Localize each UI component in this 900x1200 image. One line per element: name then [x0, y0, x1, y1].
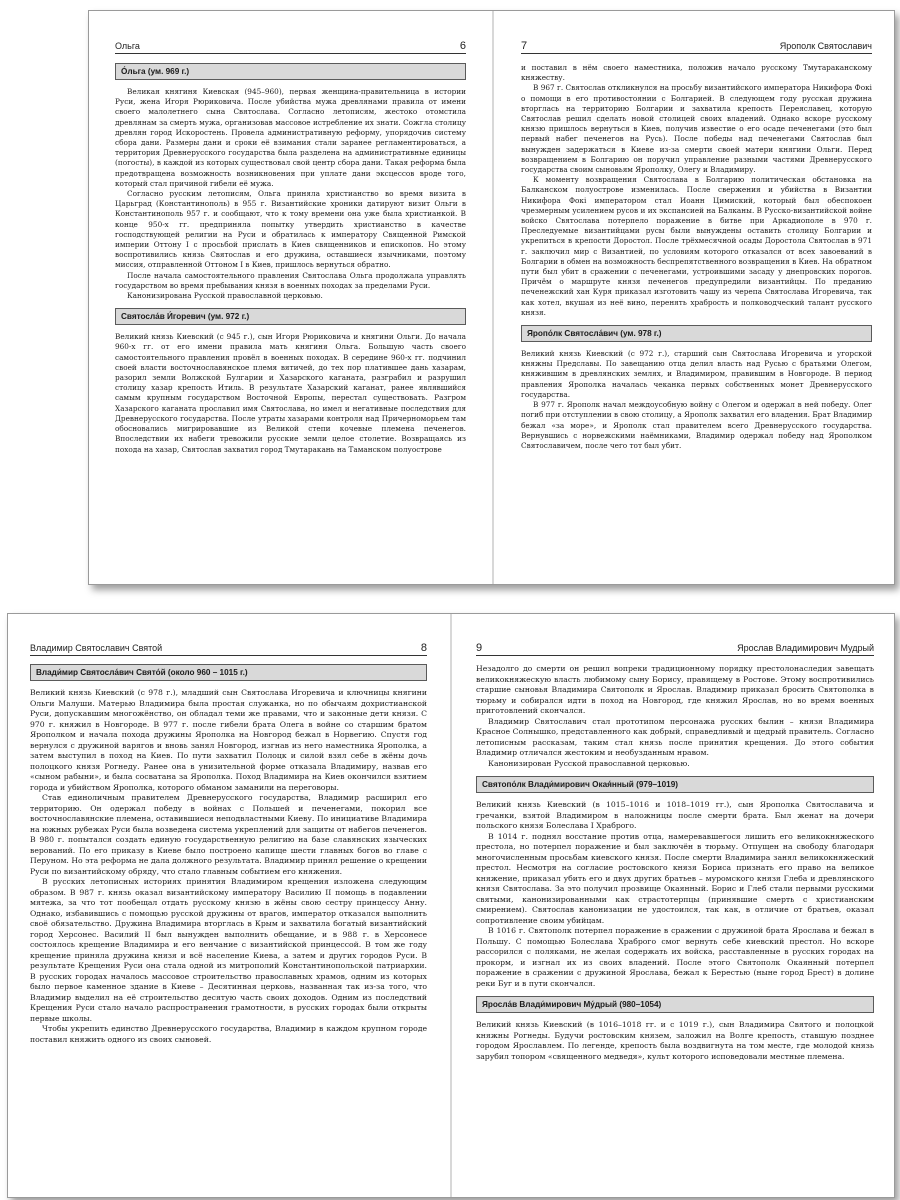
paragraph: Великий князь Киевский (с 972 г.), старший сын Святослава Игоревича и угорской княжны Предславы. По завещанию отца делил власть над Русью с братьями Олегом, княжившим в древлянских землях, и Владимиром, правившим в Новгороде. В период правления Ярополка началась чеканка первых собственных монет Древнерусского государства.	[521, 349, 872, 399]
article-heading: Яросла́в Влади́мирович Му́дрый (980–1054)	[476, 996, 874, 1013]
article-heading: Святопо́лк Влади́мирович Окая́нный (979–1019)	[476, 776, 874, 793]
bottom-book-spread	[7, 613, 895, 1198]
page-number: 6	[459, 40, 466, 52]
running-header	[30, 641, 427, 656]
running-title: Ольга	[115, 41, 140, 51]
page-9	[454, 614, 894, 1197]
paragraph: Став единоличным правителем Древнерусского государства, Владимир расширил его территорию. Он одержал победу в войнах с Польшей и печенегами, покорил все восточнославянские племена, оставившиеся неподвластными Киеву. По инициативе Владимира на южных рубежах Руси была возведена система укреплений для защиты от набегов печенегов. В 980 г. попытался создать единую государственную религию на базе славянских языческих верований. По его приказу в Киеве было построено капище шести главных богов во главе с Перуном. Но эта реформа не дала должного результата. Владимир принял решение о крещении Руси по византийскому обряду, что стало главным событием его княжения.	[30, 793, 427, 876]
running-header	[476, 641, 874, 656]
page-number: 7	[521, 40, 528, 52]
paragraph: Незадолго до смерти он решил вопреки традиционному порядку престолонаследия завещать великокняжескую власть любимому сыну Борису, правящему в Ростове. Этому воспротивились старшие сыновья Владимира Святополк и Ярослав. Владимир приказал бросить Святополка в тюрьму и собирался идти в поход на Новгород, где княжил Ярослав, но во время военных приготовлений скончался.	[476, 664, 874, 715]
article-heading: О́льга (ум. 969 г.)	[115, 63, 466, 80]
book-gutter	[492, 11, 494, 584]
article-heading: Яропо́лк Святосла́вич (ум. 978 г.)	[521, 325, 872, 342]
page-6	[89, 11, 488, 584]
page-body	[476, 664, 874, 1189]
page-8	[8, 614, 447, 1197]
paragraph: В 1016 г. Святополк потерпел поражение в сражении с дружиной брата Ярослава и бежал в Польшу. С помощью Болеслава Храброго смог вернуть себе киевский престол. Но вскоре рассорился с поляками, не желая содержать их войска, расставленные в русских городах на прокорм, и изгнал их из своих владений. После этого Святополк Окаянный потерпел поражение в сражении с дружиной Ярослава, бежал к Берестью (ныне город Брест) в долине реки Буг и в пути скончался.	[476, 926, 874, 988]
paragraph: Великий князь Киевский (в 1016–1018 гг. и с 1019 г.), сын Владимира Святого и полоцкой княжны Рогнеды. Будучи ростовским князем, заложил на Волге крепость, ставшую позднее городом Ярославлем. По легенде, крепость была воздвигнута на том месте, где молодой князь зарубил топором «священного медведя», культ которого исповедовали местные племена.	[476, 1020, 874, 1061]
paragraph: В 967 г. Святослав откликнулся на просьбу византийского императора Никифора Фокі о помощи в его противостоянии с Болгарией. В следующем году русская дружина вторглась на территорию Болгарии и захватила крепость Переяславец, которую Святослав решил сделать новой столицей своих владений. Однако вскоре русскому князю пришлось вернуться в Киев, получив известие о его осаде печенегами (это был первый набег печенегов на Русь). После победы над печенегами Святослав был вынужден задержаться в Киеве из-за смерти своей матери княгини Ольги. Перед возвращением в Болгарию он поручил управление разными частями Древнерусского государства своим сыновьям Ярополку, Олегу и Владимиру.	[521, 83, 872, 175]
paragraph: После начала самостоятельного правления Святослава Ольга продолжала управлять государством во время пребывания князя в военных походах за пределами Руси.	[115, 270, 466, 290]
paragraph: В 977 г. Ярополк начал междоусобную войну с Олегом и одержал в ней победу. Олег погиб при отступлении в свою столицу, а Ярополк захватил его владения. Брат Владимир бежал «за море», и Ярополк стал правителем всего Древнерусского государства. Вернувшись с норвежскими наёмниками, Владимир одержал победу над Ярополком Святославичем, после чего тот был убит.	[521, 400, 872, 450]
paragraph: В 1014 г. поднял восстание против отца, намеревавшегося лишить его великокняжеского престола, но потерпел поражение и был заключён в тюрьму. Отпущен на свободу благодаря многочисленным просьбам киевского князя. После смерти Владимира занял великокняжеский престол. Несмотря на согласие ростовского князя Бориса признать его право на великое княжение, приказал убить его и двух других братьев – муромского князя Глеба и древлянского князя Святослава. За это получил прозвище Окаянный. Борис и Глеб стали первыми русскими святыми, канонизированными как страстотерпцы (принявшие смерть с христианским смирением). Святослав канонизации не удостоился, так как, в отличие от братьев, оказал сопротивление своим убийцам.	[476, 831, 874, 925]
paragraph: В русских летописных историях принятия Владимиром крещения изложена следующим образом. В 987 г. князь оказал византийскому императору Василию II помощь в подавлении мятежа, за что тот пообещал отдать русскому князю в жёны свою сестру принцессу Анну. Однако, избавившись с помощью русской дружины от врагов, император отказался выполнить своё обязательство. Дружина Владимира вторглась в Крым и захватила богатый византийский город Херсонес. Василий II был вынужден выполнить обещание, и в 988 г. в Херсонесе состоялось крещение Владимира и его венчание с византийской принцессой. В том же году крещение приняла дружина князя и всё население Киева, а затем и других городов Руси. В результате Крещения Руси она стала одной из митрополий Константинопольской патриархии. В русских городах началось массовое строительство православных храмов, одним из которых было первое каменное здание в Киеве – Десятинная церковь, названная так из-за того, что Владимир выделил на её строительство десятую часть своих доходов. Одним из последствий Крещения Руси стало начало распространения грамотности, в русских городах были открыты первые школы.	[30, 877, 427, 1023]
paragraph: Согласно русским летописям, Ольга приняла христианство во время визита в Царьград (Константинополь) в 955 г. Византийские хроники датируют визит Ольги в Константинополь 957 г. и сообщают, что к тому времени она уже была христианкой. В конце 950-х гг. предприняла попытку утвердить христианство в качестве господствующей религии на Руси и обратилась к императору Священной Римской империи Оттону I с просьбой прислать в Киев священников и епископов. Но этому воспротивились князь Святослав и его дружина, оставшиеся язычниками, поэтому миссия, отправленной Оттоном I в Киев, пришлось вернуться обратно.	[115, 189, 466, 270]
book-gutter	[450, 614, 452, 1197]
paragraph: К моменту возвращения Святослава в Болгарию политическая обстановка на Балканском полуострове изменилась. После свержения и убийства в Византии Никифора Фокі императором стал Иоанн Цимиский, который был обеспокоен чрезмерным усилением русов и их экспансией на Балканы. В Русско-византийской войне войско Святослава потерпело поражение в битве при Аркадиополе в 970 г. Преследуемые византийцами русы были вынуждены оставить столицу Болгарии и укрепиться в крепости Доростол. После трёхмесячной осады Доростола Святослав в 971 г. заключил мир с Византией, по условиям которого отказался от всех завоеваний в Болгарии в обмен на возможность беспрепятственного возвращения в Киев. На обратном пути был убит в сражении с печенегами, устроившими засаду у днепровских порогов. Причём о маршруте князя печенегов предупредили византийцы. По преданию печенежский хан Куря приказал изготовить чашу из черепа Святослава Игоревича, так как хотел, вкушая из неё вино, перенять храбрость и полководческий талант русского князя.	[521, 175, 872, 317]
running-header	[521, 39, 872, 54]
paragraph: Канонизирована Русской православной церковью.	[127, 291, 323, 301]
paragraph: Канонизирован Русской православной церковью.	[488, 758, 690, 768]
paragraph: Великая княгиня Киевская (945–960), первая женщина-правительница в истории Руси, жена Игоря Рюриковича. После убийства мужа древлянами правила от имени своего малолетнего сына Святослава. Согласно летописям, жестоко отомстила древлянам за смерть мужа, организовав массовое истребление их знати. Сожгла столицу древлян город Искоростень. Провела административную реформу, упорядочив систему сбора дани. Размеры дани и сроки её взимания стали заранее регламентироваться, а территория Древнерусского государства была разделена на административные единицы (погосты), в каждой из которых существовал свой центр сбора дани. Такая реформа была предотвращена возможность возникновения при уплате дани эксцессов вроде того, который стал причиной гибели её мужа.	[115, 87, 466, 188]
page-body	[30, 664, 427, 1189]
article-heading: Святосла́в И́горевич (ум. 972 г.)	[115, 308, 466, 325]
top-book-spread	[88, 10, 895, 585]
page-body	[521, 63, 872, 576]
paragraph: и поставил в нём своего наместника, положив начало русскому Тмутараканскому княжеству.	[521, 63, 872, 83]
running-title: Владимир Святославич Святой	[30, 643, 163, 653]
paragraph: Великий князь Киевский (в 1015–1016 и 1018–1019 гг.), сын Ярополка Святославича и гречанки, взятой Владимиром в наложницы после смерти брата. Был женат на дочери польского князя Болеслава I Храброго.	[476, 800, 874, 830]
running-header	[115, 39, 466, 54]
page-body	[115, 63, 466, 576]
paragraph: Чтобы укрепить единство Древнерусского государства, Владимир в каждом крупном городе поставил княжить одного из своих сыновей.	[30, 1024, 427, 1044]
paragraph: Великий князь Киевский (с 945 г.), сын Игоря Рюриковича и княгини Ольги. До начала 960-х гг. от его имени правила мать княгиня Ольга. Большую часть своего самостоятельного правления провёл в военных походах. В середине 960-х гг. подчинил своей власти восточнославянское племя вятичей, до тех пор платившее дань хазарам, разорил земли Волжской Булгарии и Хазарского каганата, разграбил и разрушил столицу хазар крепость Итиль. В результате Хазарский каганат, ранее являвшийся самым крупным государством Восточной Европы, перестал существовать. Разгром Хазарского каганата прославил имя Святослава, но имел и негативные последствия для Древнерусского государства. После утраты хазарами контроля над Причерноморьем там обосновались мигрировавшие из Великой степи кочевые племена печенегов. Впоследствии их набеги тревожили русские земли целое столетие. Возвращаясь из похода на хазар, Святослав захватил город Тмутаракань на Таманском полуострове	[115, 332, 466, 454]
running-title: Ярослав Владимирович Мудрый	[737, 643, 874, 653]
page-number: 8	[420, 642, 427, 654]
page-number: 9	[476, 642, 483, 654]
article-heading: Влади́мир Святосла́вич Свято́й (около 960 – 1015 г.)	[30, 664, 427, 681]
paragraph: Владимир Святославич стал прототипом персонажа русских былин – князя Владимира Красное Солнышко, представленного как добрый, справедливый и щедрый правитель. Согласно летописным рассказам, таким стал князь после принятия крещения. До этого события Владимир отличался жестоким и необузданным нравом.	[476, 716, 874, 757]
page-7	[495, 11, 894, 584]
paragraph: Великий князь Киевский (с 978 г.), младший сын Святослава Игоревича и ключницы княгини Ольги Малуши. Матерью Владимира была простая служанка, но по обычаям дохристианской Руси, допускавшим многожёнство, он обладал теми же правами, что и законные дети князя. С 970 г. княжил в Новгороде. В 977 г. после гибели брата Олега в войне со старшим братом Ярополком и начала похода дружины Ярополка на Новгород бежал в Норвегию. Спустя год вернулся с дружиной варягов и вновь занял Новгород, изгнав из него наместника Ярополка, а затем выступил в поход на Киев. По пути захватил Полоцк и силой взял себе в жёны дочь полоцкого князя Рогнеду. Ранее она в унизительной форме отказала Владимиру, назвав его «сыном рабыни», и была сосватана за Ярополка. Поход Владимира на Киев окончился взятием города и убийством Ярополка, которого обманом заманили на переговоры.	[30, 688, 427, 792]
running-title: Ярополк Святославич	[779, 41, 872, 51]
